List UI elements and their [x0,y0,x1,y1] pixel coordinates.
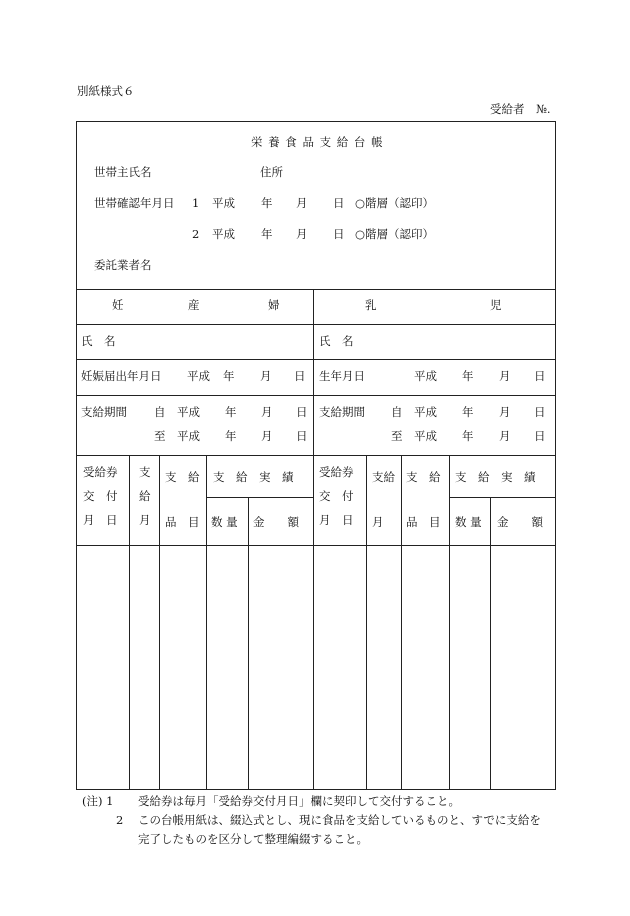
qty-header: 数 量 [455,515,482,529]
confirm-year: 年 [261,227,273,241]
confirm-era: 平成 [212,227,235,241]
divider [76,395,556,396]
date-month: 月 [260,369,272,383]
col-divider [401,455,402,790]
date-year: 年 [462,369,474,383]
confirm-stratum: ○階層（認印） [355,227,435,241]
confirm-month: 月 [296,196,308,210]
form-id: 別紙様式６ [77,84,135,98]
date-month: 月 [499,405,511,419]
confirm-no: 2 [192,227,200,241]
divider [449,497,556,498]
note-2-no: 2 [116,813,124,827]
divider [76,545,556,546]
divider [76,289,556,290]
contractor-label: 委託業者名 [94,258,152,272]
infant-header-1: 乳 [365,298,377,312]
date-day: 日 [296,429,308,443]
pregnant-header-1: 妊 [112,298,124,312]
to-label: 至 [154,429,166,443]
date-month: 月 [261,429,273,443]
confirm-date-label: 世帯確認年月日 [94,196,175,210]
note-2: この台帳用紙は、綴込式とし、現に食品を支給しているものと、すでに支給を [138,813,541,827]
from-label: 自 [391,405,403,419]
date-year: 年 [462,405,474,419]
date-month: 月 [261,405,273,419]
period-label: 支給期間 [81,405,127,419]
coupon-header-2: 交 付 [319,489,354,503]
date-day: 日 [534,429,546,443]
date-month: 月 [499,429,511,443]
supply-month-1: 支 [139,465,151,479]
col-divider [159,455,160,790]
col-divider [366,455,367,790]
coupon-header-2: 交 付 [83,489,118,503]
divider [206,497,313,498]
date-year: 年 [223,369,235,383]
item-header-1: 支 給 [406,470,441,484]
coupon-header-3: 月 日 [83,513,118,527]
note-2-cont: 完了したものを区分して整理編綴すること。 [138,832,368,846]
date-year: 年 [225,405,237,419]
note-1: 受給券は毎月「受給券交付月日」欄に契印して交付すること。 [138,794,460,808]
qty-header: 数 量 [211,515,238,529]
pregnant-header-3: 婦 [268,298,280,312]
notes-prefix: (注) 1 [82,794,114,808]
record-header: 支 給 実 績 [455,470,536,484]
coupon-header-3: 月 日 [319,513,354,527]
col-divider [449,455,450,790]
confirm-stratum: ○階層（認印） [355,196,435,210]
col-divider [129,455,130,790]
divider [76,359,556,360]
pregnant-name-label: 氏 名 [81,334,116,348]
ledger-title: 栄 養 食 品 支 給 台 帳 [251,135,384,149]
birth-date-label: 生年月日 [319,369,365,383]
supply-month-3: 月 [139,513,151,527]
to-label: 至 [391,429,403,443]
household-head-label: 世帯主氏名 [94,165,152,179]
confirm-month: 月 [296,227,308,241]
date-era: 平成 [414,369,437,383]
center-divider [313,289,314,790]
confirm-era: 平成 [212,196,235,210]
from-label: 自 [154,405,166,419]
supply-month-infant: 支給 [372,470,395,484]
col-divider [248,497,249,790]
date-era: 平成 [187,369,210,383]
date-era: 平成 [414,405,437,419]
confirm-year: 年 [261,196,273,210]
coupon-header-1: 受給券 [319,465,354,479]
coupon-header-1: 受給券 [83,465,118,479]
date-month: 月 [499,369,511,383]
col-divider [206,455,207,790]
confirm-no: 1 [192,196,200,210]
date-day: 日 [534,405,546,419]
date-year: 年 [462,429,474,443]
date-era: 平成 [177,429,200,443]
supply-month-3: 月 [372,515,384,529]
date-day: 日 [534,369,546,383]
date-era: 平成 [414,429,437,443]
confirm-day: 日 [333,196,345,210]
amount-header: 金 額 [497,515,543,529]
date-day: 日 [294,369,306,383]
divider [76,455,556,456]
amount-header: 金 額 [253,515,299,529]
infant-header-2: 児 [490,298,502,312]
infant-name-label: 氏 名 [319,334,354,348]
confirm-day: 日 [333,227,345,241]
preg-date-label: 妊娠届出年月日 [81,369,162,383]
item-header-2: 品 目 [165,515,200,529]
item-header-1: 支 給 [165,470,200,484]
period-label: 支給期間 [319,405,365,419]
divider [76,324,556,325]
supply-month-2: 給 [139,489,151,503]
address-label: 住所 [260,165,283,179]
record-header: 支 給 実 績 [213,470,294,484]
col-divider [490,497,491,790]
date-year: 年 [225,429,237,443]
item-header-2: 品 目 [406,515,441,529]
date-era: 平成 [177,405,200,419]
pregnant-header-2: 産 [188,298,200,312]
recipient-number-label: 受給者 №. [490,102,551,116]
date-day: 日 [296,405,308,419]
